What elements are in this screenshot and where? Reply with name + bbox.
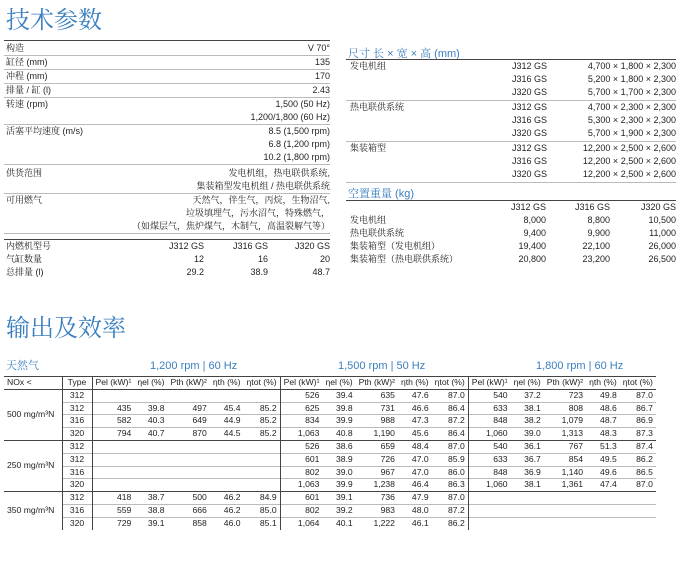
output-cell — [244, 440, 281, 453]
tech-title: 技术参数 — [6, 7, 102, 34]
weight-value: 20,800 — [518, 254, 546, 264]
weight-title: 空置重量 (kg) — [348, 188, 414, 200]
dims-divider — [346, 182, 676, 183]
spec-value: 170 — [314, 71, 330, 81]
output-cell: 85.1 — [244, 517, 281, 529]
weight-label: 集装箱型（热电联供系统） — [350, 254, 459, 264]
output-title: 输出及效率 — [6, 315, 126, 342]
row-type: 320 — [62, 479, 92, 492]
output-cell: 87.2 — [432, 415, 469, 428]
output-cell: 51.3 — [586, 440, 620, 453]
engine-model: J312 GS — [168, 241, 204, 251]
output-cell: 731 — [356, 402, 398, 415]
output-cell: 659 — [356, 440, 398, 453]
spec-value: （如煤层气，焦炉煤气，木制气，高温裂解气等） — [131, 221, 330, 231]
dims-value: 12,200 × 2,500 × 2,600 — [582, 156, 676, 166]
output-cell: 47.9 — [398, 492, 432, 505]
output-cell: 1,222 — [356, 517, 398, 529]
output-cell: 45.4 — [210, 402, 244, 415]
output-cell: 86.3 — [432, 479, 469, 492]
output-cell — [544, 492, 586, 505]
row-type: 312 — [62, 402, 92, 415]
output-cell: 418 — [92, 492, 134, 505]
output-cell: 47.4 — [586, 479, 620, 492]
output-cell: 40.7 — [134, 428, 167, 441]
dims-model: J312 GS — [512, 143, 548, 153]
spec-label: 供货范围 — [6, 168, 43, 178]
weight-model: J320 GS — [640, 202, 676, 212]
output-cell — [468, 517, 510, 529]
output-cell — [210, 389, 244, 402]
speed-1800: 1,800 rpm | 60 Hz — [536, 360, 624, 372]
output-cell: 46.1 — [398, 517, 432, 529]
output-cell — [511, 492, 544, 505]
row-type: 312 — [62, 440, 92, 453]
output-cell: 87.3 — [620, 428, 656, 441]
dims-group-label: 热电联供系统 — [350, 102, 405, 112]
output-cell — [168, 389, 210, 402]
output-cell: 86.5 — [620, 466, 656, 479]
weight-model: J316 GS — [574, 202, 610, 212]
output-cell: 86.4 — [432, 428, 469, 441]
output-cell: 48.0 — [398, 504, 432, 517]
output-cell: 44.5 — [210, 428, 244, 441]
dims-value: 4,700 × 2,300 × 2,300 — [587, 102, 676, 112]
output-cell: 87.4 — [620, 440, 656, 453]
output-cell: 38.7 — [134, 492, 167, 505]
output-cell: 49.8 — [586, 389, 620, 402]
spec-label: 可用燃气 — [6, 195, 43, 205]
engine-top-rule — [4, 239, 330, 240]
output-cell: 1,361 — [544, 479, 586, 492]
output-cell — [168, 440, 210, 453]
output-cell: 601 — [280, 453, 322, 466]
output-cell: 86.7 — [620, 402, 656, 415]
output-cell: 86.4 — [432, 402, 469, 415]
output-cell: 44.9 — [210, 415, 244, 428]
row-type: 316 — [62, 504, 92, 517]
col-nox: NOx < — [4, 377, 62, 390]
output-cell: 49.6 — [586, 466, 620, 479]
output-cell: 39.2 — [322, 504, 355, 517]
engine-disp-label: 总排量 (l) — [6, 267, 44, 277]
weight-value: 22,100 — [582, 241, 610, 251]
col-header: Pel (kW)¹ — [468, 377, 510, 390]
weight-value: 23,200 — [582, 254, 610, 264]
spec-divider — [4, 233, 330, 234]
output-cell — [544, 517, 586, 529]
output-cell: 85.2 — [244, 402, 281, 415]
output-cell — [92, 389, 134, 402]
engine-displacement: 48.7 — [312, 267, 330, 277]
output-cell: 967 — [356, 466, 398, 479]
output-cell: 834 — [280, 415, 322, 428]
dimensions-title: 尺寸 长 × 宽 × 高 (mm) — [348, 48, 460, 60]
output-cell: 87.0 — [620, 389, 656, 402]
output-cell: 39.0 — [322, 466, 355, 479]
output-cell: 1,060 — [468, 479, 510, 492]
spec-divider — [4, 164, 330, 165]
output-cell — [92, 440, 134, 453]
output-cell: 802 — [280, 504, 322, 517]
output-cell — [244, 479, 281, 492]
spec-value: 发电机组，热电联供系统, — [228, 168, 330, 178]
output-cell: 858 — [168, 517, 210, 529]
weight-label: 发电机组 — [350, 215, 387, 225]
output-cell — [168, 453, 210, 466]
nox-label: 500 mg/m³N — [4, 389, 62, 440]
output-cell: 435 — [92, 402, 134, 415]
weight-value: 11,000 — [649, 228, 676, 238]
col-header: ηel (%) — [134, 377, 167, 390]
dims-model: J320 GS — [512, 169, 548, 179]
output-cell — [134, 466, 167, 479]
engine-cylinders: 12 — [193, 254, 204, 264]
weight-value: 8,000 — [523, 215, 546, 225]
row-type: 312 — [62, 389, 92, 402]
output-cell: 40.3 — [134, 415, 167, 428]
output-cell: 794 — [92, 428, 134, 441]
output-cell: 988 — [356, 415, 398, 428]
output-cell: 48.3 — [586, 428, 620, 441]
output-cell: 1,140 — [544, 466, 586, 479]
output-cell: 1,063 — [280, 479, 322, 492]
spec-value: 天然气，伴生气，丙烷，生物沼气, — [192, 195, 330, 205]
spec-value: 垃圾填埋气，污水沼气，特殊燃气， — [185, 208, 330, 218]
output-cell: 46.0 — [210, 517, 244, 529]
dims-model: J316 GS — [512, 115, 548, 125]
spec-value: 1,200/1,800 (60 Hz) — [250, 112, 330, 122]
col-header: ηtot (%) — [244, 377, 281, 390]
output-cell — [168, 479, 210, 492]
spec-value: 2.43 — [312, 85, 330, 95]
output-cell: 726 — [356, 453, 398, 466]
output-cell — [134, 440, 167, 453]
output-cell: 46.2 — [210, 492, 244, 505]
output-cell: 633 — [468, 453, 510, 466]
spec-label: 活塞平均速度 (m/s) — [6, 126, 83, 136]
output-cell — [134, 453, 167, 466]
output-cell: 625 — [280, 402, 322, 415]
weight-value: 26,500 — [648, 254, 676, 264]
row-type: 320 — [62, 517, 92, 529]
output-cell: 47.0 — [398, 466, 432, 479]
output-cell: 46.6 — [398, 402, 432, 415]
col-header: Pth (kW)² — [544, 377, 586, 390]
nox-label: 350 mg/m³N — [4, 492, 62, 530]
output-cell: 38.8 — [134, 504, 167, 517]
output-cell: 47.3 — [398, 415, 432, 428]
output-cell: 48.6 — [586, 402, 620, 415]
col-header: ηtot (%) — [620, 377, 656, 390]
spec-value: 集装箱型发电机组 / 热电联供系统 — [196, 181, 330, 191]
dims-value: 12,200 × 2,500 × 2,600 — [582, 169, 676, 179]
output-cell: 1,238 — [356, 479, 398, 492]
output-cell: 38.1 — [511, 479, 544, 492]
engine-cylinders: 20 — [319, 254, 330, 264]
spec-divider — [4, 83, 330, 84]
output-cell: 500 — [168, 492, 210, 505]
weight-model: J312 GS — [510, 202, 546, 212]
output-cell: 87.0 — [432, 389, 469, 402]
output-cell: 36.7 — [511, 453, 544, 466]
output-cell: 40.1 — [322, 517, 355, 529]
specs-top-rule — [4, 40, 330, 41]
weight-label: 集装箱型（发电机组） — [350, 241, 441, 251]
output-cell — [134, 389, 167, 402]
output-cell — [620, 504, 656, 517]
dims-model: J320 GS — [512, 128, 548, 138]
output-cell: 649 — [168, 415, 210, 428]
output-cell: 983 — [356, 504, 398, 517]
spec-label: 排量 / 缸 (l) — [6, 85, 51, 95]
output-cell: 1,064 — [280, 517, 322, 529]
output-cell — [544, 504, 586, 517]
spec-divider — [4, 69, 330, 70]
dims-group-label: 集装箱型 — [350, 143, 387, 153]
output-cell: 85.0 — [244, 504, 281, 517]
output-cell: 45.6 — [398, 428, 432, 441]
col-header: ηel (%) — [511, 377, 544, 390]
output-cell: 1,190 — [356, 428, 398, 441]
spec-label: 冲程 (mm) — [6, 71, 48, 81]
output-cell: 848 — [468, 415, 510, 428]
weight-value: 10,500 — [648, 215, 676, 225]
spec-value: V 70° — [307, 43, 330, 53]
engine-cyl-label: 气缸数量 — [6, 254, 43, 264]
output-cell: 39.1 — [322, 492, 355, 505]
output-cell: 1,060 — [468, 428, 510, 441]
output-cell — [210, 466, 244, 479]
output-cell: 85.2 — [244, 428, 281, 441]
dims-value: 5,300 × 2,300 × 2,300 — [587, 115, 676, 125]
output-cell — [620, 517, 656, 529]
col-header: ηth (%) — [398, 377, 432, 390]
output-cell — [92, 453, 134, 466]
output-cell: 540 — [468, 389, 510, 402]
spec-value: 10.2 (1,800 rpm) — [263, 152, 330, 162]
engine-displacement: 29.2 — [186, 267, 204, 277]
output-cell — [586, 504, 620, 517]
dims-group-label: 发电机组 — [350, 61, 387, 71]
output-cell — [210, 479, 244, 492]
output-cell — [468, 492, 510, 505]
output-cell: 86.0 — [432, 466, 469, 479]
dims-value: 12,200 × 2,500 × 2,600 — [582, 143, 676, 153]
output-cell: 808 — [544, 402, 586, 415]
output-cell: 87.0 — [620, 479, 656, 492]
weight-value: 9,900 — [587, 228, 610, 238]
spec-label: 缸径 (mm) — [6, 57, 48, 67]
dims-model: J316 GS — [512, 156, 548, 166]
output-cell — [92, 479, 134, 492]
col-header: Pth (kW)² — [168, 377, 210, 390]
spec-value: 8.5 (1,500 rpm) — [268, 126, 330, 136]
dims-model: J312 GS — [512, 102, 548, 112]
output-cell: 86.2 — [432, 517, 469, 529]
col-header: Pth (kW)² — [356, 377, 398, 390]
output-cell: 38.6 — [322, 440, 355, 453]
weight-label: 热电联供系统 — [350, 228, 405, 238]
dims-model: J316 GS — [512, 74, 548, 84]
output-cell — [244, 389, 281, 402]
output-cell: 86.9 — [620, 415, 656, 428]
weight-value: 26,000 — [648, 241, 676, 251]
row-type: 316 — [62, 415, 92, 428]
output-cell — [586, 517, 620, 529]
col-header: Pel (kW)¹ — [280, 377, 322, 390]
output-cell: 633 — [468, 402, 510, 415]
output-cell: 736 — [356, 492, 398, 505]
spec-label: 转速 (rpm) — [6, 99, 48, 109]
output-cell: 85.9 — [432, 453, 469, 466]
output-table — [4, 376, 656, 530]
dims-value: 5,700 × 1,700 × 2,300 — [587, 87, 676, 97]
output-cell: 729 — [92, 517, 134, 529]
row-type: 320 — [62, 428, 92, 441]
output-cell: 47.6 — [398, 389, 432, 402]
output-cell: 48.7 — [586, 415, 620, 428]
output-cell: 854 — [544, 453, 586, 466]
output-cell: 601 — [280, 492, 322, 505]
dims-value: 4,700 × 1,800 × 2,300 — [587, 61, 676, 71]
output-cell: 497 — [168, 402, 210, 415]
output-cell: 39.8 — [134, 402, 167, 415]
output-cell: 38.9 — [322, 453, 355, 466]
output-cell — [168, 466, 210, 479]
output-cell: 38.2 — [511, 415, 544, 428]
spec-label: 构造 — [6, 43, 25, 53]
speed-1500: 1,500 rpm | 50 Hz — [338, 360, 426, 372]
output-cell: 870 — [168, 428, 210, 441]
output-cell: 848 — [468, 466, 510, 479]
output-cell: 39.1 — [134, 517, 167, 529]
output-cell: 39.9 — [322, 479, 355, 492]
output-cell — [134, 479, 167, 492]
output-cell: 86.2 — [620, 453, 656, 466]
output-cell: 39.9 — [322, 415, 355, 428]
output-cell — [244, 453, 281, 466]
engine-model: J320 GS — [294, 241, 330, 251]
nox-label: 250 mg/m³N — [4, 440, 62, 491]
col-type: Type — [62, 377, 92, 390]
weight-value: 19,400 — [518, 241, 546, 251]
engine-cylinders: 16 — [257, 254, 268, 264]
spec-divider — [4, 55, 330, 56]
output-cell: 36.9 — [511, 466, 544, 479]
output-cell: 1,063 — [280, 428, 322, 441]
spec-value: 1,500 (50 Hz) — [275, 99, 330, 109]
output-cell: 46.2 — [210, 504, 244, 517]
output-cell: 526 — [280, 389, 322, 402]
spec-value: 135 — [314, 57, 330, 67]
dims-value: 5,700 × 1,900 × 2,300 — [587, 128, 676, 138]
col-header: ηtot (%) — [432, 377, 469, 390]
output-cell: 39.4 — [322, 389, 355, 402]
row-type: 312 — [62, 453, 92, 466]
output-cell — [92, 466, 134, 479]
output-cell: 802 — [280, 466, 322, 479]
row-type: 312 — [62, 492, 92, 505]
output-cell: 48.4 — [398, 440, 432, 453]
output-cell: 46.4 — [398, 479, 432, 492]
output-cell: 540 — [468, 440, 510, 453]
speed-1200: 1,200 rpm | 60 Hz — [150, 360, 238, 372]
output-cell — [210, 453, 244, 466]
output-cell: 49.5 — [586, 453, 620, 466]
dims-model: J312 GS — [512, 61, 548, 71]
output-cell — [244, 466, 281, 479]
output-cell: 87.0 — [432, 440, 469, 453]
output-cell: 39.0 — [511, 428, 544, 441]
output-cell — [210, 440, 244, 453]
col-header: ηel (%) — [322, 377, 355, 390]
col-header: ηth (%) — [210, 377, 244, 390]
col-header: Pel (kW)¹ — [92, 377, 134, 390]
output-cell: 723 — [544, 389, 586, 402]
output-cell: 559 — [92, 504, 134, 517]
output-cell: 47.0 — [398, 453, 432, 466]
output-cell: 37.2 — [511, 389, 544, 402]
output-cell: 1,313 — [544, 428, 586, 441]
output-cell: 526 — [280, 440, 322, 453]
engine-model: J316 GS — [232, 241, 268, 251]
output-cell: 84.9 — [244, 492, 281, 505]
output-cell: 85.2 — [244, 415, 281, 428]
output-cell — [511, 504, 544, 517]
fuel-label: 天然气 — [6, 360, 39, 372]
output-cell: 666 — [168, 504, 210, 517]
output-cell — [468, 504, 510, 517]
output-cell: 1,079 — [544, 415, 586, 428]
output-cell — [511, 517, 544, 529]
row-type: 316 — [62, 466, 92, 479]
engine-displacement: 38.9 — [250, 267, 268, 277]
output-cell: 87.2 — [432, 504, 469, 517]
output-cell: 39.8 — [322, 402, 355, 415]
output-cell: 767 — [544, 440, 586, 453]
output-cell — [620, 492, 656, 505]
dims-model: J320 GS — [512, 87, 548, 97]
output-cell — [586, 492, 620, 505]
spec-value: 6.8 (1,200 rpm) — [268, 139, 330, 149]
dims-value: 5,200 × 1,800 × 2,300 — [587, 74, 676, 84]
weight-value: 8,800 — [587, 215, 610, 225]
output-cell: 635 — [356, 389, 398, 402]
engine-type-label: 内燃机型号 — [6, 241, 52, 251]
output-cell: 38.1 — [511, 402, 544, 415]
weight-value: 9,400 — [523, 228, 546, 238]
output-cell: 40.8 — [322, 428, 355, 441]
output-cell: 582 — [92, 415, 134, 428]
output-cell: 36.1 — [511, 440, 544, 453]
output-cell: 87.0 — [432, 492, 469, 505]
col-header: ηth (%) — [586, 377, 620, 390]
